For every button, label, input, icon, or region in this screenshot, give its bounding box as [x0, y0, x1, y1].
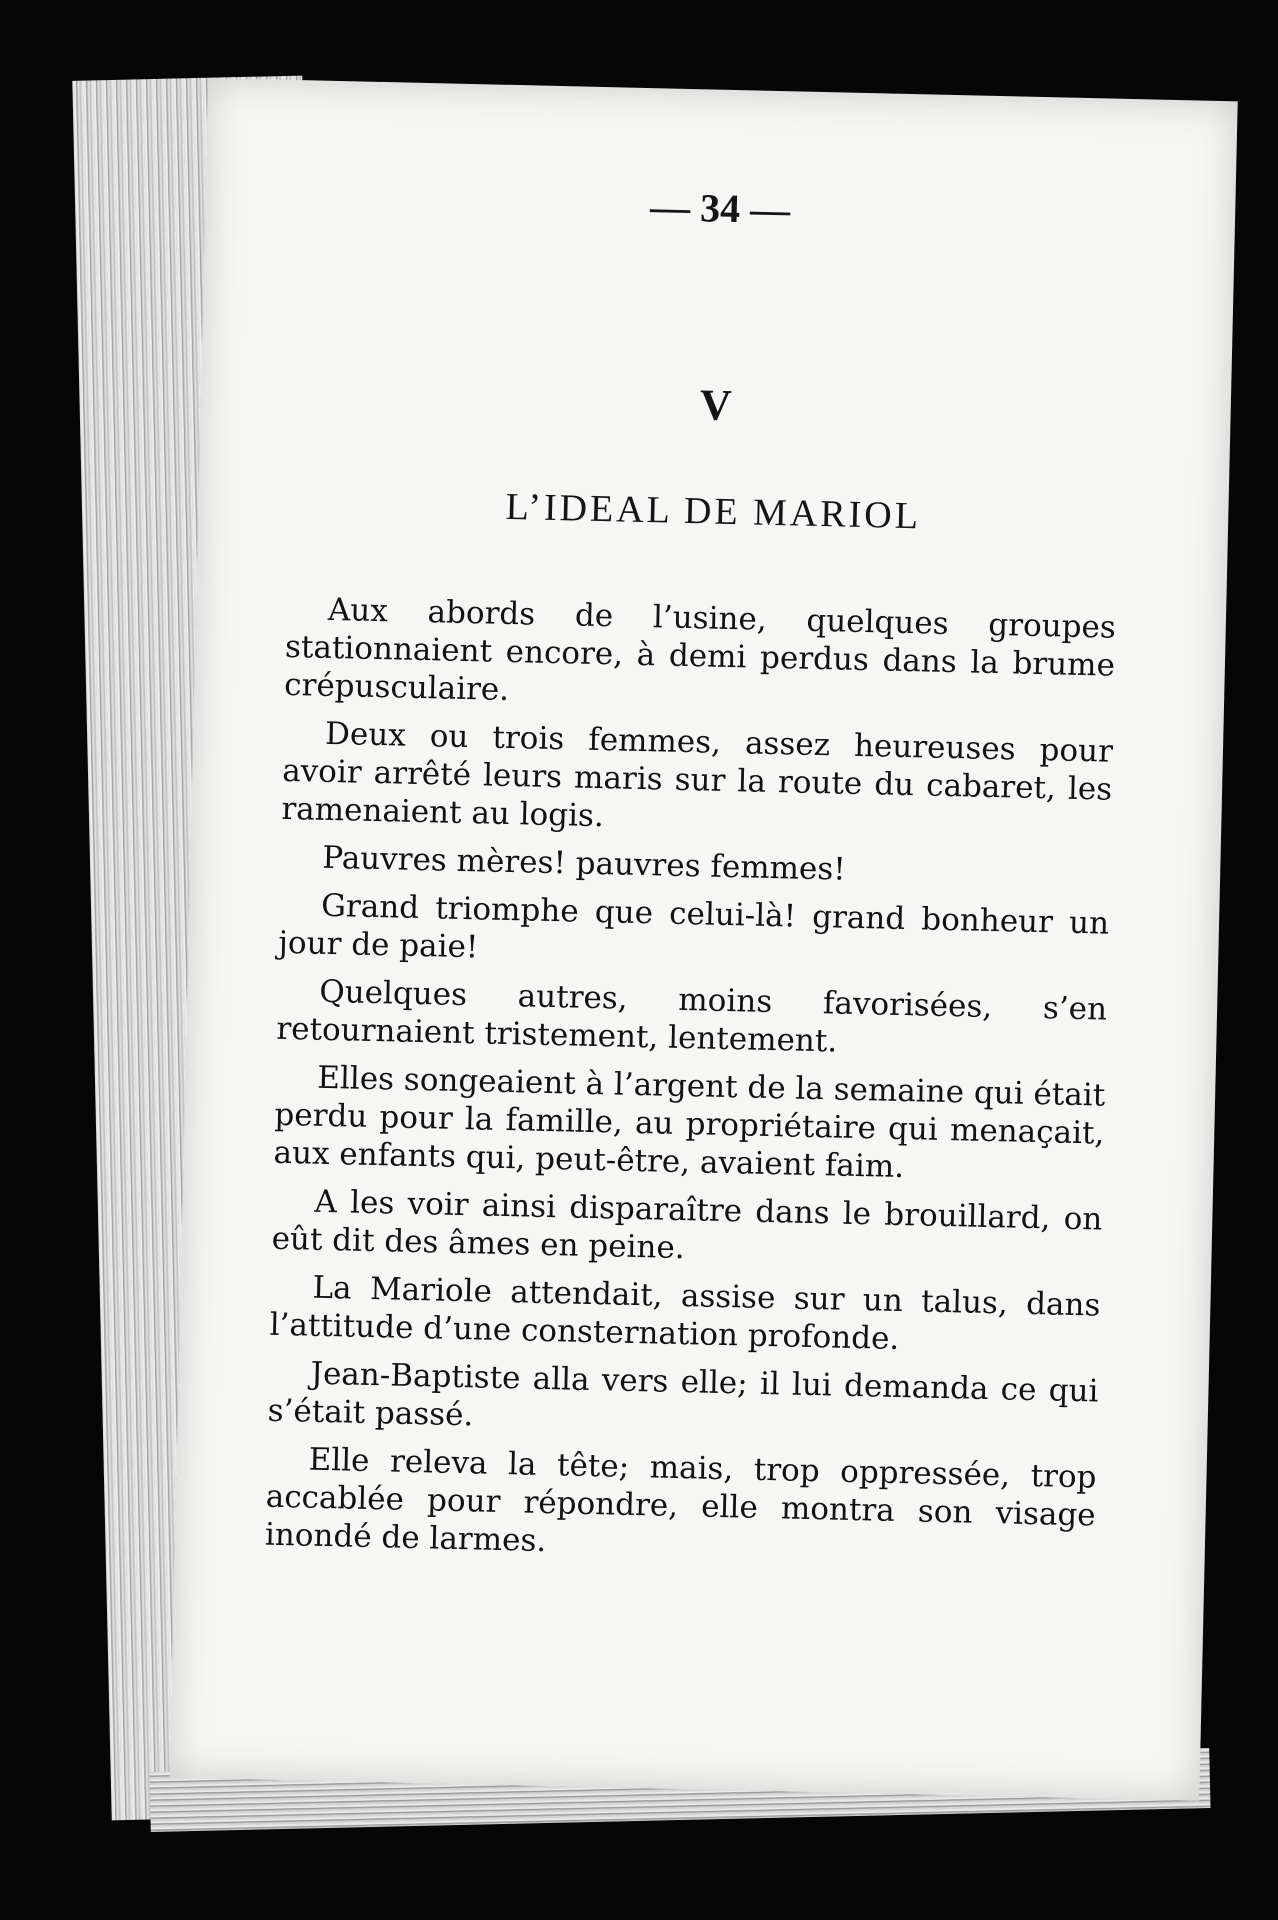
paragraph: Quelques autres, moins favorisées, s’en retournaient tristement, lentement. — [276, 973, 1108, 1060]
paragraph: Elle releva la tête; mais, trop oppressée, trop accablée pour répondre, elle montra son visage inondé de larmes. — [264, 1441, 1097, 1560]
chapter-numeral: V — [699, 380, 733, 430]
paragraph: A les voir ainsi disparaître dans le brouillard, on eût dit des âmes en peine. — [271, 1183, 1103, 1267]
body-text — [264, 590, 1116, 1583]
paragraph: Jean-Baptiste alla vers elle; il lui demanda ce qui s’était passé. — [267, 1355, 1099, 1434]
page-number: — 34 — — [649, 184, 791, 233]
book-page — [169, 78, 1237, 1801]
paragraph: Pauvres mères! pauvres femmes! — [321, 839, 847, 888]
paragraph: Elles songeaient à l’argent de la semaine qui était perdu pour la famille, au propriétaire qui menaçait, aux enfants qui, peut-être, avaient faim. — [273, 1059, 1106, 1186]
paragraph: Aux abords de l’usine, quelques groupes stationnaient encore, à demi perdus dans la brume crépusculaire. — [283, 591, 1117, 708]
paragraph: Grand triomphe que celui-là! grand bonheur un jour de paie! — [277, 887, 1110, 966]
chapter-title: L’IDEAL DE MARIOL — [505, 485, 922, 538]
paragraph: Deux ou trois femmes, assez heureuses pour avoir arrêté leurs maris sur la route du cabaret, les ramenaient au logis. — [281, 715, 1114, 835]
paragraph: La Mariole attendait, assise sur un talus, dans l’attitude d’une consternation profonde. — [269, 1269, 1101, 1358]
